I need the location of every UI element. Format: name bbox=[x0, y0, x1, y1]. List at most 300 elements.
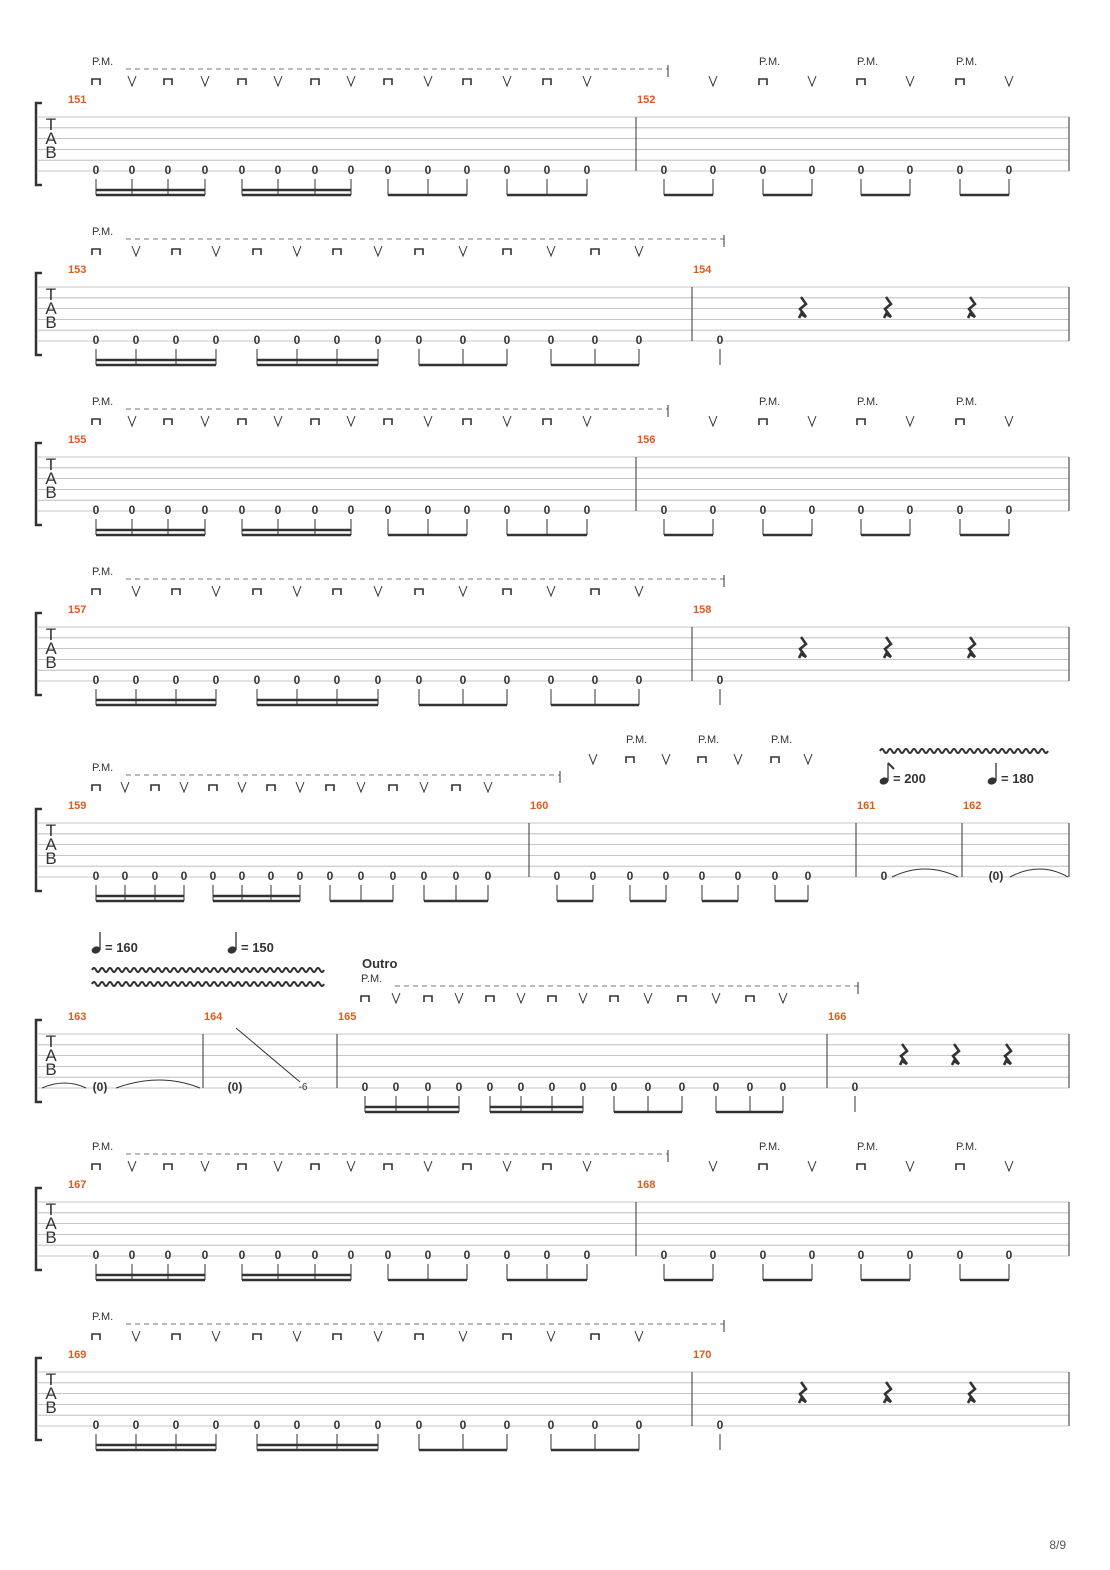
palm-mute-label: P.M. bbox=[771, 734, 793, 746]
upstroke-icon bbox=[503, 76, 511, 86]
downstroke-icon bbox=[591, 1334, 599, 1340]
fret-number: 0 bbox=[548, 1080, 556, 1094]
fret-number: 0 bbox=[172, 673, 180, 687]
fret-number: 0 bbox=[583, 1248, 591, 1262]
fret-number: (0) bbox=[227, 1080, 243, 1094]
staff-bracket bbox=[36, 809, 42, 891]
downstroke-icon bbox=[253, 249, 261, 255]
downstroke-icon bbox=[164, 419, 172, 425]
upstroke-icon bbox=[347, 1161, 355, 1171]
upstroke-icon bbox=[583, 1161, 591, 1171]
fret-number: 0 bbox=[347, 1248, 355, 1262]
measure-number: 170 bbox=[693, 1349, 712, 1361]
fret-number: 0 bbox=[716, 673, 724, 687]
downstroke-icon bbox=[857, 79, 865, 85]
fret-number: 0 bbox=[121, 869, 129, 883]
tab-clef-letter: A bbox=[45, 1046, 57, 1065]
fret-number: 0 bbox=[503, 333, 511, 347]
palm-mute-label: P.M. bbox=[759, 1141, 781, 1153]
fret-number: 0 bbox=[857, 503, 865, 517]
tempo-wave bbox=[92, 968, 324, 972]
fret-number: 0 bbox=[238, 163, 246, 177]
measure-number: 158 bbox=[693, 604, 712, 616]
fret-number: 0 bbox=[635, 673, 643, 687]
fret-number: 0 bbox=[164, 163, 172, 177]
upstroke-icon bbox=[635, 586, 643, 596]
fret-number: 0 bbox=[384, 163, 392, 177]
fret-number: 0 bbox=[452, 869, 460, 883]
fret-number: 0 bbox=[151, 869, 159, 883]
upstroke-icon bbox=[293, 246, 301, 256]
staff-bracket bbox=[36, 1188, 42, 1270]
downstroke-icon bbox=[311, 1164, 319, 1170]
downstroke-icon bbox=[238, 419, 246, 425]
fret-number: 0 bbox=[347, 503, 355, 517]
upstroke-icon bbox=[808, 416, 816, 426]
upstroke-icon bbox=[459, 246, 467, 256]
palm-mute-label: P.M. bbox=[698, 734, 720, 746]
fret-number: 0 bbox=[956, 1248, 964, 1262]
fret-number: 0 bbox=[296, 869, 304, 883]
downstroke-icon bbox=[92, 1334, 100, 1340]
fret-number: 0 bbox=[164, 503, 172, 517]
palm-mute-label: P.M. bbox=[956, 56, 978, 68]
downstroke-icon bbox=[326, 785, 334, 791]
measure-number: 167 bbox=[68, 1179, 87, 1191]
upstroke-icon bbox=[132, 246, 140, 256]
upstroke-icon bbox=[238, 782, 246, 792]
upstroke-icon bbox=[293, 1331, 301, 1341]
fret-number: 0 bbox=[293, 333, 301, 347]
downstroke-icon bbox=[857, 1164, 865, 1170]
downstroke-icon bbox=[164, 79, 172, 85]
upstroke-icon bbox=[547, 586, 555, 596]
downstroke-icon bbox=[463, 79, 471, 85]
downstroke-icon bbox=[172, 1334, 180, 1340]
upstroke-icon bbox=[1005, 1161, 1013, 1171]
measure-number: 159 bbox=[68, 800, 87, 812]
fret-number: 0 bbox=[709, 163, 717, 177]
fret-number: 0 bbox=[503, 673, 511, 687]
palm-mute-label: P.M. bbox=[92, 226, 114, 238]
upstroke-icon bbox=[212, 1331, 220, 1341]
downstroke-icon bbox=[361, 996, 369, 1002]
upstroke-icon bbox=[547, 1331, 555, 1341]
palm-mute-label: P.M. bbox=[857, 56, 879, 68]
fret-number: 0 bbox=[463, 1248, 471, 1262]
downstroke-icon bbox=[92, 1164, 100, 1170]
tab-clef-letter: B bbox=[45, 483, 57, 502]
tie bbox=[1010, 869, 1068, 877]
measure-number: 160 bbox=[530, 800, 549, 812]
downstroke-icon bbox=[151, 785, 159, 791]
fret-number: 0 bbox=[503, 1418, 511, 1432]
fret-number: 0 bbox=[459, 333, 467, 347]
staff-bracket bbox=[36, 1358, 42, 1440]
upstroke-icon bbox=[635, 246, 643, 256]
fret-number: 0 bbox=[635, 1418, 643, 1432]
downstroke-icon bbox=[384, 419, 392, 425]
fret-number: 0 bbox=[424, 1248, 432, 1262]
upstroke-icon bbox=[484, 782, 492, 792]
fret-number: 0 bbox=[274, 163, 282, 177]
staff-bracket bbox=[36, 613, 42, 695]
note-flag-icon bbox=[888, 763, 894, 769]
downstroke-icon bbox=[384, 1164, 392, 1170]
upstroke-icon bbox=[779, 993, 787, 1003]
fret-number: 0 bbox=[591, 1418, 599, 1432]
upstroke-icon bbox=[712, 993, 720, 1003]
quarter-rest-icon bbox=[799, 1382, 806, 1403]
fret-number: 0 bbox=[172, 333, 180, 347]
tab-clef-letter: A bbox=[45, 1384, 57, 1403]
fret-number: 0 bbox=[253, 1418, 261, 1432]
tab-clef-letter: B bbox=[45, 1228, 57, 1247]
downstroke-icon bbox=[209, 785, 217, 791]
fret-number: 0 bbox=[779, 1080, 787, 1094]
fret-number: 0 bbox=[808, 163, 816, 177]
fret-number: 0 bbox=[543, 1248, 551, 1262]
tab-clef-letter: T bbox=[45, 1200, 57, 1219]
fret-number: 0 bbox=[389, 869, 397, 883]
palm-mute-label: P.M. bbox=[857, 1141, 879, 1153]
tab-clef-letter: B bbox=[45, 313, 57, 332]
upstroke-icon bbox=[503, 1161, 511, 1171]
upstroke-icon bbox=[424, 416, 432, 426]
upstroke-icon bbox=[121, 782, 129, 792]
fret-number: 0 bbox=[463, 163, 471, 177]
quarter-rest-icon bbox=[968, 637, 975, 658]
fret-number: 0 bbox=[333, 673, 341, 687]
fret-number: 0 bbox=[808, 503, 816, 517]
upstroke-icon bbox=[424, 1161, 432, 1171]
fret-number: 0 bbox=[326, 869, 334, 883]
measure-number: 157 bbox=[68, 604, 87, 616]
downstroke-icon bbox=[253, 589, 261, 595]
upstroke-icon bbox=[420, 782, 428, 792]
upstroke-icon bbox=[128, 1161, 136, 1171]
fret-number: 0 bbox=[547, 1418, 555, 1432]
fret-number: 0 bbox=[209, 869, 217, 883]
fret-number: 0 bbox=[128, 163, 136, 177]
fret-number: 0 bbox=[238, 869, 246, 883]
upstroke-icon bbox=[547, 246, 555, 256]
tab-clef-letter: A bbox=[45, 835, 57, 854]
fret-number: 0 bbox=[361, 1080, 369, 1094]
upstroke-icon bbox=[274, 1161, 282, 1171]
fret-number: 0 bbox=[857, 1248, 865, 1262]
fret-number: 0 bbox=[357, 869, 365, 883]
fret-number: 0 bbox=[274, 503, 282, 517]
upstroke-icon bbox=[212, 586, 220, 596]
upstroke-icon bbox=[374, 586, 382, 596]
fret-number: 0 bbox=[415, 1418, 423, 1432]
fret-number: 0 bbox=[92, 163, 100, 177]
upstroke-icon bbox=[579, 993, 587, 1003]
fret-number: 0 bbox=[201, 503, 209, 517]
fret-number: 0 bbox=[759, 163, 767, 177]
upstroke-icon bbox=[347, 416, 355, 426]
fret-number: 0 bbox=[906, 503, 914, 517]
upstroke-icon bbox=[583, 76, 591, 86]
upstroke-icon bbox=[589, 754, 597, 764]
downstroke-icon bbox=[92, 249, 100, 255]
staff-bracket bbox=[36, 1020, 42, 1102]
fret-number: 0 bbox=[212, 673, 220, 687]
fret-number: 0 bbox=[771, 869, 779, 883]
downstroke-icon bbox=[543, 79, 551, 85]
fret-number: 0 bbox=[553, 869, 561, 883]
fret-number: 0 bbox=[547, 333, 555, 347]
downstroke-icon bbox=[452, 785, 460, 791]
fret-number: 0 bbox=[384, 503, 392, 517]
quarter-rest-icon bbox=[900, 1044, 907, 1065]
fret-number: 0 bbox=[716, 333, 724, 347]
quarter-rest-icon bbox=[968, 1382, 975, 1403]
fret-number: 0 bbox=[610, 1080, 618, 1094]
palm-mute-label: P.M. bbox=[92, 56, 114, 68]
fret-number: 0 bbox=[459, 673, 467, 687]
downstroke-icon bbox=[463, 1164, 471, 1170]
fret-number: 0 bbox=[459, 1418, 467, 1432]
palm-mute-label: P.M. bbox=[626, 734, 648, 746]
upstroke-icon bbox=[906, 1161, 914, 1171]
fret-number: 0 bbox=[662, 869, 670, 883]
downstroke-icon bbox=[311, 419, 319, 425]
tab-clef-letter: T bbox=[45, 115, 57, 134]
fret-number: 0 bbox=[734, 869, 742, 883]
tie bbox=[892, 869, 958, 877]
fret-number: 0 bbox=[347, 163, 355, 177]
tempo-wave bbox=[880, 749, 1048, 753]
fret-number: 0 bbox=[543, 503, 551, 517]
downstroke-icon bbox=[463, 419, 471, 425]
upstroke-icon bbox=[201, 416, 209, 426]
downstroke-icon bbox=[333, 589, 341, 595]
fret-number: 0 bbox=[543, 163, 551, 177]
downstroke-icon bbox=[238, 1164, 246, 1170]
palm-mute-label: P.M. bbox=[92, 566, 114, 578]
tab-clef-letter: T bbox=[45, 455, 57, 474]
tab-clef-letter: A bbox=[45, 299, 57, 318]
fret-number: 0 bbox=[547, 673, 555, 687]
downstroke-icon bbox=[92, 419, 100, 425]
fret-number: 0 bbox=[311, 163, 319, 177]
downstroke-icon bbox=[543, 1164, 551, 1170]
fret-number: 0 bbox=[591, 673, 599, 687]
fret-number: 0 bbox=[180, 869, 188, 883]
tie bbox=[116, 1080, 200, 1088]
quarter-rest-icon bbox=[799, 637, 806, 658]
palm-mute-label: P.M. bbox=[92, 396, 114, 408]
tab-clef-letter: B bbox=[45, 1060, 57, 1079]
downstroke-icon bbox=[333, 1334, 341, 1340]
measure-number: 162 bbox=[963, 800, 982, 812]
fret-number: 0 bbox=[503, 503, 511, 517]
fret-number: 0 bbox=[712, 1080, 720, 1094]
fret-number: 0 bbox=[132, 673, 140, 687]
tab-clef-letter: T bbox=[45, 625, 57, 644]
upstroke-icon bbox=[906, 76, 914, 86]
fret-number: 0 bbox=[709, 1248, 717, 1262]
fret-number: 0 bbox=[415, 333, 423, 347]
measure-number: 152 bbox=[637, 94, 656, 106]
upstroke-icon bbox=[128, 76, 136, 86]
palm-mute-label: P.M. bbox=[759, 396, 781, 408]
upstroke-icon bbox=[1005, 416, 1013, 426]
upstroke-icon bbox=[503, 416, 511, 426]
upstroke-icon bbox=[132, 1331, 140, 1341]
fret-number: 0 bbox=[201, 163, 209, 177]
upstroke-icon bbox=[1005, 76, 1013, 86]
fret-number: 0 bbox=[463, 503, 471, 517]
upstroke-icon bbox=[424, 76, 432, 86]
fret-number: 0 bbox=[424, 163, 432, 177]
fret-number: 0 bbox=[583, 503, 591, 517]
tab-clef-letter: B bbox=[45, 143, 57, 162]
fret-number: 0 bbox=[274, 1248, 282, 1262]
upstroke-icon bbox=[459, 586, 467, 596]
fret-number: 0 bbox=[374, 1418, 382, 1432]
upstroke-icon bbox=[293, 586, 301, 596]
upstroke-icon bbox=[709, 76, 717, 86]
quarter-rest-icon bbox=[884, 637, 891, 658]
fret-number: 0 bbox=[333, 1418, 341, 1432]
upstroke-icon bbox=[392, 993, 400, 1003]
downstroke-icon bbox=[591, 249, 599, 255]
downstroke-icon bbox=[591, 589, 599, 595]
upstroke-icon bbox=[274, 416, 282, 426]
tab-clef-letter: T bbox=[45, 821, 57, 840]
measure-number: 165 bbox=[338, 1011, 357, 1023]
fret-number: 0 bbox=[644, 1080, 652, 1094]
fret-number: 0 bbox=[716, 1418, 724, 1432]
fret-number: 0 bbox=[333, 333, 341, 347]
staff-bracket bbox=[36, 103, 42, 185]
tab-clef-letter: T bbox=[45, 1370, 57, 1389]
upstroke-icon bbox=[635, 1331, 643, 1341]
upstroke-icon bbox=[180, 782, 188, 792]
fret-number: 0 bbox=[201, 1248, 209, 1262]
fret-number: 0 bbox=[1005, 163, 1013, 177]
upstroke-icon bbox=[374, 246, 382, 256]
measure-number: 151 bbox=[68, 94, 87, 106]
palm-mute-label: P.M. bbox=[956, 396, 978, 408]
upstroke-icon bbox=[212, 246, 220, 256]
measure-number: 153 bbox=[68, 264, 87, 276]
fret-number: 0 bbox=[238, 1248, 246, 1262]
quarter-rest-icon bbox=[952, 1044, 959, 1065]
fret-number: 0 bbox=[424, 503, 432, 517]
upstroke-icon bbox=[662, 754, 670, 764]
fret-number: 0 bbox=[374, 333, 382, 347]
fret-number: 0 bbox=[906, 163, 914, 177]
fret-number: 0 bbox=[678, 1080, 686, 1094]
fret-number: 0 bbox=[808, 1248, 816, 1262]
downstroke-icon bbox=[503, 1334, 511, 1340]
tempo-value: = 200 bbox=[893, 771, 926, 786]
upstroke-icon bbox=[357, 782, 365, 792]
fret-number: 0 bbox=[132, 333, 140, 347]
fret-number: 0 bbox=[635, 333, 643, 347]
fret-number: 0 bbox=[128, 503, 136, 517]
measure-number: 156 bbox=[637, 434, 656, 446]
downstroke-icon bbox=[759, 1164, 767, 1170]
tab-clef-letter: B bbox=[45, 849, 57, 868]
tab-clef-letter: A bbox=[45, 129, 57, 148]
fret-number: 0 bbox=[132, 1418, 140, 1432]
tab-clef-letter: T bbox=[45, 1032, 57, 1051]
fret-number: 0 bbox=[92, 869, 100, 883]
fret-number: (0) bbox=[92, 1080, 108, 1094]
upstroke-icon bbox=[201, 1161, 209, 1171]
fret-number: 0 bbox=[759, 503, 767, 517]
fret-number: 0 bbox=[212, 1418, 220, 1432]
palm-mute-label: P.M. bbox=[857, 396, 879, 408]
tab-clef-letter: B bbox=[45, 653, 57, 672]
fret-number: 0 bbox=[660, 163, 668, 177]
downstroke-icon bbox=[333, 249, 341, 255]
downstroke-icon bbox=[92, 785, 100, 791]
downstroke-icon bbox=[415, 589, 423, 595]
upstroke-icon bbox=[132, 586, 140, 596]
downstroke-icon bbox=[172, 589, 180, 595]
fret-number: 0 bbox=[517, 1080, 525, 1094]
fret-number: 0 bbox=[293, 673, 301, 687]
fret-number: 0 bbox=[486, 1080, 494, 1094]
fret-number: 0 bbox=[128, 1248, 136, 1262]
fret-number: 0 bbox=[1005, 1248, 1013, 1262]
downstroke-icon bbox=[389, 785, 397, 791]
downstroke-icon bbox=[956, 79, 964, 85]
upstroke-icon bbox=[128, 416, 136, 426]
fret-number: 0 bbox=[311, 1248, 319, 1262]
downstroke-icon bbox=[626, 757, 634, 763]
measure-number: 169 bbox=[68, 1349, 87, 1361]
downstroke-icon bbox=[415, 1334, 423, 1340]
fret-number: 0 bbox=[583, 163, 591, 177]
fret-number: 0 bbox=[92, 673, 100, 687]
fret-number: 0 bbox=[759, 1248, 767, 1262]
downstroke-icon bbox=[548, 996, 556, 1002]
fret-number: 0 bbox=[746, 1080, 754, 1094]
palm-mute-label: P.M. bbox=[759, 56, 781, 68]
fret-number: 0 bbox=[591, 333, 599, 347]
slide-line bbox=[236, 1028, 300, 1082]
staff-bracket bbox=[36, 443, 42, 525]
downstroke-icon bbox=[857, 419, 865, 425]
tempo-value: = 150 bbox=[241, 940, 274, 955]
fret-number: 0 bbox=[424, 1080, 432, 1094]
downstroke-icon bbox=[503, 249, 511, 255]
quarter-rest-icon bbox=[968, 297, 975, 318]
downstroke-icon bbox=[746, 996, 754, 1002]
upstroke-icon bbox=[808, 76, 816, 86]
fret-number: 0 bbox=[455, 1080, 463, 1094]
quarter-rest-icon bbox=[884, 297, 891, 318]
measure-number: 168 bbox=[637, 1179, 656, 1191]
measure-number: 154 bbox=[693, 264, 712, 276]
downstroke-icon bbox=[267, 785, 275, 791]
quarter-rest-icon bbox=[799, 297, 806, 318]
fret-number: 0 bbox=[956, 163, 964, 177]
upstroke-icon bbox=[583, 416, 591, 426]
upstroke-icon bbox=[455, 993, 463, 1003]
palm-mute-label: P.M. bbox=[92, 1141, 114, 1153]
tab-clef-letter: T bbox=[45, 285, 57, 304]
tempo-value: = 180 bbox=[1001, 771, 1034, 786]
tab-clef-letter: A bbox=[45, 469, 57, 488]
